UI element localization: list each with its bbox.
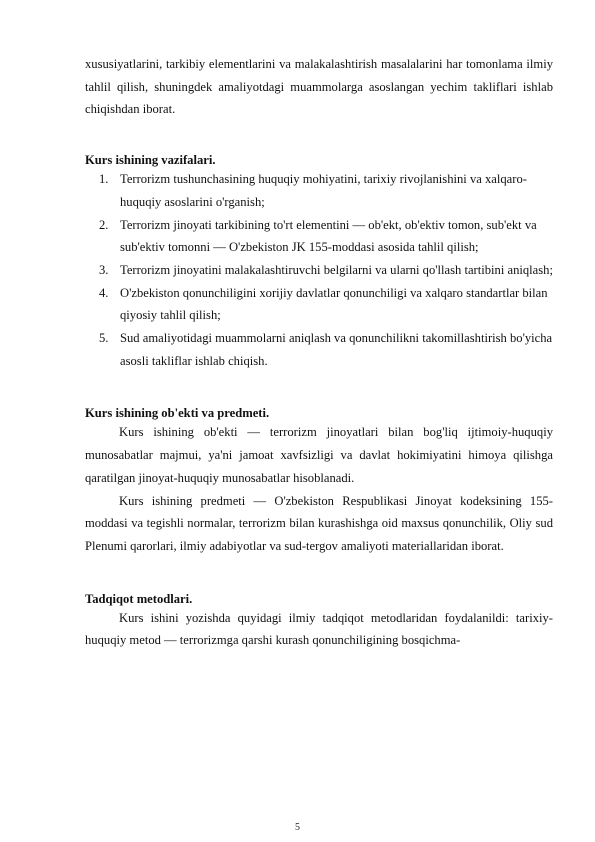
tasks-list xyxy=(85,168,553,372)
list-item-number: 2. xyxy=(99,217,109,232)
page-number: 5 xyxy=(295,822,300,833)
document-page xyxy=(85,53,553,652)
tasks-heading: Kurs ishining vazifalari. xyxy=(85,153,216,168)
list-item-text: Terrorizm jinoyatini malakalashtiruvchi belgilarni va ularni qo'llash tartibini aniqlash; xyxy=(120,262,553,277)
list-item-number: 3. xyxy=(99,262,109,277)
list-item xyxy=(85,168,553,213)
list-item xyxy=(85,327,553,372)
list-item-text: O'zbekiston qonunchiligini xorijiy davlatlar qonunchiligi va xalqaro standartlar bilan qiyosiy tahlil qilish; xyxy=(120,285,548,323)
list-item xyxy=(85,282,553,327)
methods-heading: Tadqiqot metodlari. xyxy=(85,591,193,606)
list-item-number: 5. xyxy=(99,331,109,346)
object-subject-heading: Kurs ishining ob'ekti va predmeti. xyxy=(85,406,270,421)
list-item-text: Sud amaliyotidagi muammolarni aniqlash va qonunchilikni takomillashtirish bo'yicha asosli takliflar ishlab chiqish. xyxy=(120,331,553,368)
list-item-text: Terrorizm jinoyati tarkibining to'rt elementini — ob'ekt, ob'ektiv tomon, sub'ekt va sub'ektiv tomonni — O'zbekiston JK 155-moddasi asosida tahlil qilish; xyxy=(120,217,537,255)
object-paragraph: Kurs ishining ob'ekti — terrorizm jinoyatlari bilan bog'liq ijtimoiy-huquqiy munosabatlar majmui, ya'ni jamoat xavfsizligi va davlat hokimiyatini himoya qilishga qaratilgan jinoyat-huquqiy munosabatlar hisoblanadi. xyxy=(85,425,553,485)
methods-paragraph: Kurs ishini yozishda quyidagi ilmiy tadqiqot metodlaridan foydalanildi: tarixiy-huquqiy metod — terrorizmga qarshi kurash qonunchiligining bosqichma- xyxy=(85,610,553,648)
list-item xyxy=(85,259,553,282)
list-item-number: 1. xyxy=(99,172,109,187)
list-item-text: Terrorizm tushunchasining huquqiy mohiyatini, tarixiy rivojlanishini va xalqaro-huquqiy asoslarini o'rganish; xyxy=(120,172,527,209)
list-item xyxy=(85,214,553,259)
intro-paragraph: xususiyatlarini, tarkibiy elementlarini va malakalashtirish masalalarini har tomonlama ilmiy tahlil qilish, shuningdek amaliyotdagi muammolarga asoslangan yechim takliflari ishlab chiqishdan iborat. xyxy=(85,57,553,117)
subject-paragraph: Kurs ishining predmeti — O'zbekiston Respublikasi Jinoyat kodeksining 155-moddasi va tegishli normalar, terrorizm bilan kurashishga oid maxsus qonunchilik, Oliy sud Plenumi qarorlari, ilmiy adabiyotlar va sud-tergov amaliyoti materiallaridan iborat. xyxy=(85,493,553,553)
list-item-number: 4. xyxy=(99,285,109,300)
